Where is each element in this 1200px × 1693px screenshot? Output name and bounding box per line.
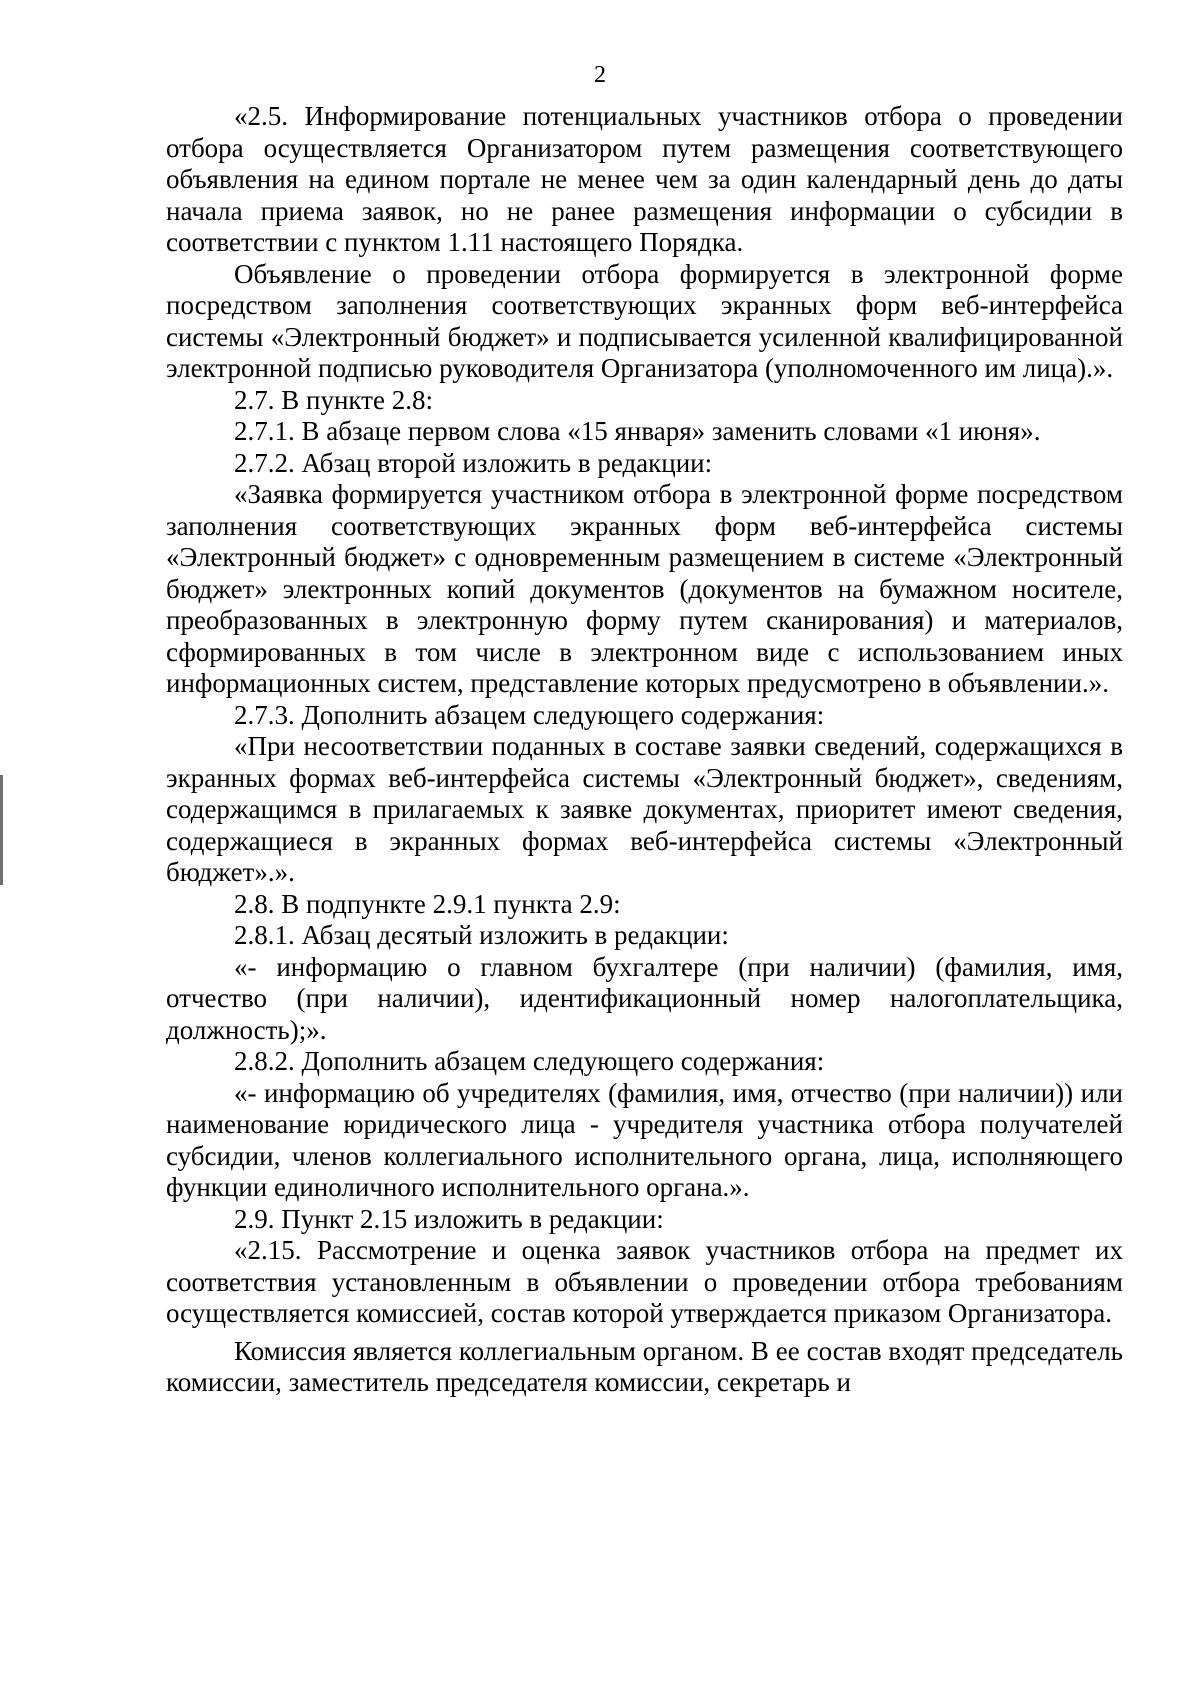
paragraph-2-15-review: «2.15. Рассмотрение и оценка заявок участников отбора на предмет их соответствия установленным в объявлении о проведении отбора требованиям осуществляется комиссией, состав которой утверждается приказом Организатора. <box>166 1235 1123 1328</box>
paragraph-chief-accountant: «- информацию о главном бухгалтере (при наличии) (фамилия, имя, отчество (при наличии), идентификационный номер налогоплательщика, должность);». <box>166 951 1123 1045</box>
paragraph-announcement-form: Объявление о проведении отбора формируется в электронной форме посредством заполнения соответствующих экранных форм веб-интерфейса системы «Электронный бюджет» и подписывается усиленной квалифицированной электронной подписью руководителя Организатора (уполномоченного им лица).». <box>166 258 1123 383</box>
page-number: 2 <box>594 62 606 88</box>
paragraph-2-8-heading: 2.8. В подпункте 2.9.1 пункта 2.9: <box>234 888 621 919</box>
paragraph-mismatch-priority: «При несоответствии поданных в составе заявки сведений, содержащихся в экранных формах веб-интерфейса системы «Электронный бюджет», сведениям, содержащимся в прилагаемых к заявке документах, приоритет имеют сведения, содержащиеся в экранных формах веб-интерфейса системы «Электронный бюджет».». <box>166 731 1123 887</box>
paragraph-2-8-1: 2.8.1. Абзац десятый изложить в редакции: <box>234 920 729 950</box>
paragraph-2-8-2: 2.8.2. Дополнить абзацем следующего содержания: <box>234 1046 825 1076</box>
paragraph-commission: Комиссия является коллегиальным органом. В ее состав входят председатель комиссии, заместитель председателя комиссии, секретарь и <box>166 1335 1123 1397</box>
document-body <box>166 101 1123 1399</box>
paragraph-2-7-3: 2.7.3. Дополнить абзацем следующего содержания: <box>234 699 825 730</box>
paragraph-2-7-heading: 2.7. В пункте 2.8: <box>234 384 433 415</box>
paragraph-founders-info: «- информацию об учредителях (фамилия, имя, отчество (при наличии)) или наименование юридического лица - учредителя участника отбора получателей субсидии, членов коллегиального исполнительного органа, лица, исполняющего функции единоличного исполнительного органа.». <box>166 1077 1123 1202</box>
paragraph-2-5-informing: «2.5. Информирование потенциальных участников отбора о проведении отбора осуществляется Организатором путем размещения соответствующего объявления на едином портале не менее чем за один календарный день до даты начала приема заявок, но не ранее размещения информации о субсидии в соответствии с пунктом 1.11 настоящего Порядка. <box>166 101 1123 257</box>
scan-edge-mark <box>0 775 3 885</box>
paragraph-2-9-heading: 2.9. Пункт 2.15 изложить в редакции: <box>234 1203 664 1234</box>
paragraph-2-7-1: 2.7.1. В абзаце первом слова «15 января» заменить словами «1 июня». <box>234 416 1041 446</box>
paragraph-2-7-2: 2.7.2. Абзац второй изложить в редакции: <box>234 447 713 478</box>
paragraph-application-formed: «Заявка формируется участником отбора в электронной форме посредством заполнения соответствующих экранных форм веб-интерфейса системы «Электронный бюджет» с одновременным размещением в системе «Электронный бюджет» электронных копий документов (документов на бумажном носителе, преобразованных в электронную форму путем сканирования) и материалов, сформированных в том числе в электронном виде с использованием иных информационных систем, представление которых предусмотрено в объявлении.». <box>166 479 1123 698</box>
